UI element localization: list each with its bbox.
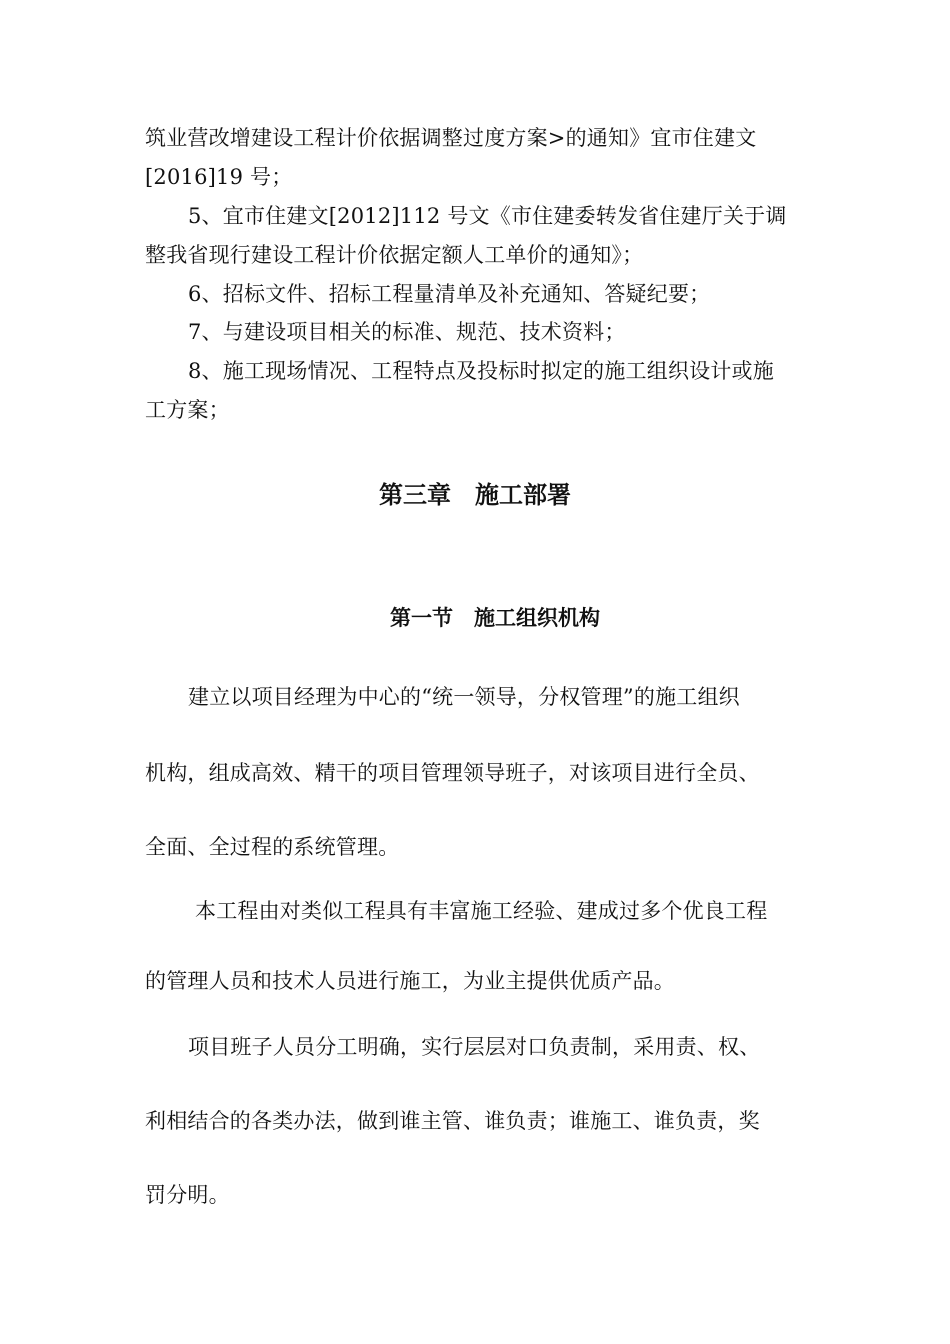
list-item-6: 6、招标文件、招标工程量清单及补充通知、答疑纪要； xyxy=(188,282,711,306)
list-item-7: 7、与建设项目相关的标准、规范、技术资料； xyxy=(188,320,626,344)
paragraph-line: 建立以项目经理为中心的“统一领导，分权管理”的施工组织 xyxy=(188,685,740,709)
list-item-5: 5、宜市住建文[2012]112 号文《市住建委转发省住建厅关于调 xyxy=(188,204,787,228)
paragraph-line: 利相结合的各类办法，做到谁主管、谁负责；谁施工、谁负责，奖 xyxy=(145,1109,760,1133)
section-title: 第一节 施工组织机构 xyxy=(390,605,600,630)
list-item-8-continued: 工方案； xyxy=(145,398,230,422)
chapter-title: 第三章 施工部署 xyxy=(379,480,571,509)
paragraph-line: 项目班子人员分工明确，实行层层对口负责制，采用责、权、 xyxy=(188,1035,761,1059)
paragraph-line: 本工程由对类似工程具有丰富施工经验、建成过多个优良工程 xyxy=(195,899,768,923)
text-line: 筑业营改增建设工程计价依据调整过度方案>的通知》宜市住建文 xyxy=(145,126,757,150)
paragraph-line: 机构，组成高效、精干的项目管理领导班子，对该项目进行全员、 xyxy=(145,761,760,785)
paragraph-line: 的管理人员和技术人员进行施工，为业主提供优质产品。 xyxy=(145,969,675,993)
paragraph-line: 全面、全过程的系统管理。 xyxy=(145,835,400,859)
paragraph-line: 罚分明。 xyxy=(145,1183,230,1207)
list-item-8: 8、施工现场情况、工程特点及投标时拟定的施工组织设计或施 xyxy=(188,359,774,383)
text-line: [2016]19 号； xyxy=(145,165,293,189)
list-item-5-continued: 整我省现行建设工程计价依据定额人工单价的通知》； xyxy=(145,243,644,267)
